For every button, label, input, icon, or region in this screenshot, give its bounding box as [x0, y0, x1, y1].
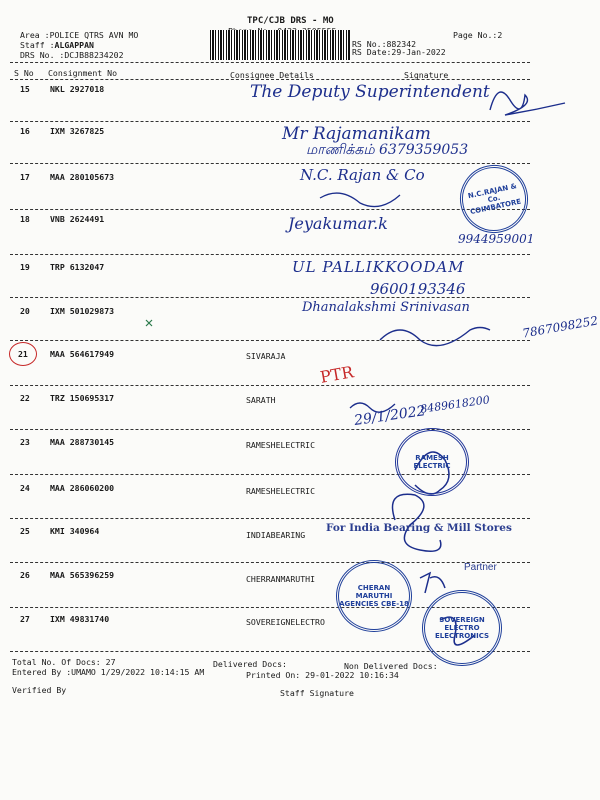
row-19-consignment: TRP 6132047 — [50, 262, 105, 272]
rs-number: RS No.:882342 — [352, 39, 417, 49]
stamp-ramesh-text: RAMESH ELECTRIC — [413, 454, 451, 470]
stamp-india-bearing: For India Bearing & Mill Stores — [326, 522, 512, 534]
delivered-docs: Delivered Docs: — [213, 659, 287, 669]
entered-by: Entered By :UMAMO 1/29/2022 10:14:15 AM — [12, 667, 205, 677]
row-rule — [10, 340, 530, 341]
row-17-sno: 17 — [20, 172, 30, 182]
area-label: Area :POLICE QTRS AVN MO — [20, 30, 139, 40]
signature-r20 — [380, 328, 490, 346]
printed-on: Printed On: 29-01-2022 10:16:34 — [246, 670, 399, 680]
stamp-rajan-text: N.C.RAJAN & Co. COIMBATORE — [467, 182, 522, 217]
row-rule — [10, 429, 530, 430]
row-rule — [10, 518, 530, 519]
row-17-consignment: MAA 280105673 — [50, 172, 115, 182]
row-22-consignee: SARATH — [246, 395, 276, 405]
row-27-consignment: IXM 49831740 — [50, 614, 110, 624]
stamp-ramesh — [395, 428, 469, 496]
handwriting-r19-phone: 9600193346 — [370, 280, 466, 298]
row-22-consignment: TRZ 150695317 — [50, 393, 115, 403]
col-sno: S No — [14, 68, 34, 78]
signature-r26 — [420, 573, 445, 593]
row-rule — [10, 121, 530, 122]
signature-r15 — [490, 92, 565, 115]
stamp-partner: Partner — [464, 562, 497, 573]
row-18-sno: 18 — [20, 214, 30, 224]
handwriting-r20-phone: 7867098252 — [521, 313, 599, 341]
row-24-sno: 24 — [20, 483, 30, 493]
staff-name: ALGAPPAN — [54, 40, 94, 50]
row-24-consignee: RAMESHELECTRIC — [246, 486, 316, 496]
header-top-rule — [10, 62, 530, 63]
barcode — [210, 30, 350, 60]
row-23-sno: 23 — [20, 437, 30, 447]
handwriting-r15: The Deputy Superintendent — [250, 82, 490, 102]
row-19-sno: 19 — [20, 262, 30, 272]
staff-label — [20, 40, 94, 50]
row-20-consignment: IXM 501029873 — [50, 306, 115, 316]
header-bottom-rule — [10, 79, 530, 80]
row-rule — [10, 163, 530, 164]
signature-r17 — [320, 193, 400, 207]
row-23-consignee: RAMESHELECTRIC — [246, 440, 316, 450]
row-26-sno: 26 — [20, 570, 30, 580]
handwriting-r18-name: Jeyakumar.k — [288, 214, 388, 233]
row-15-consignment: NKL 2927018 — [50, 84, 105, 94]
rs-date: RS Date:29-Jan-2022 — [352, 47, 446, 57]
stray-mark — [146, 320, 152, 326]
row-21-consignment: MAA 564617949 — [50, 349, 115, 359]
row-21-consignee: SIVARAJA — [246, 351, 286, 361]
page-number: Page No.:2 — [453, 30, 503, 40]
document-title: TPC/CJB DRS - MO — [247, 16, 334, 26]
handwriting-r19-name: UL PALLIKKOODAM — [292, 258, 465, 276]
row-16-consignment: IXM 3267825 — [50, 126, 105, 136]
drs-number: DRS No. :DCJB88234202 — [20, 50, 124, 60]
row-26-consignee: CHERRANMARUTHI — [246, 574, 316, 584]
non-delivered-docs: Non Delivered Docs: — [344, 661, 438, 671]
row-16-sno: 16 — [20, 126, 30, 136]
col-consignee: Consignee Details — [230, 70, 314, 80]
row-22-sno: 22 — [20, 393, 30, 403]
row-25-sno: 25 — [20, 526, 30, 536]
row-25-consignment: KMI 340964 — [50, 526, 100, 536]
handwriting-r16-name: Mr Rajamanikam — [282, 124, 431, 144]
row-27-sno: 27 — [20, 614, 30, 624]
row-rule — [10, 385, 530, 386]
verified-by: Verified By — [12, 685, 67, 695]
handwriting-r18-phone: 9944959001 — [458, 232, 535, 246]
total-docs: Total No. Of Docs: 27 — [12, 657, 116, 667]
stamp-sovereign — [422, 590, 502, 666]
row-24-consignment: MAA 286060200 — [50, 483, 115, 493]
row-23-consignment: MAA 288730145 — [50, 437, 115, 447]
col-consignment: Consignment No — [48, 68, 118, 78]
row-15-sno: 15 — [20, 84, 30, 94]
row-rule — [10, 254, 530, 255]
stamp-rajan — [454, 159, 535, 240]
handwriting-r22-phone: 8489618200 — [419, 393, 491, 416]
row-rule — [10, 562, 530, 563]
handwriting-r20: Dhanalakshmi Srinivasan — [302, 300, 470, 315]
staff-prefix: Staff : — [20, 40, 55, 50]
handwriting-r21-red: PTR — [318, 362, 355, 387]
col-signature: Signature — [404, 70, 449, 80]
row-26-consignment: MAA 565396259 — [50, 570, 115, 580]
stamp-cheran — [336, 560, 412, 632]
handwriting-r22-date: 29/1/2022 — [353, 403, 427, 429]
handwriting-r16-phone: மாணிக்கம் 6379359053 — [306, 142, 469, 158]
row-18-consignment: VNB 2624491 — [50, 214, 105, 224]
row-21-sno: 21 — [18, 349, 28, 359]
row-25-consignee: INDIABEARING — [246, 530, 306, 540]
handwriting-r17: N.C. Rajan & Co — [300, 166, 425, 184]
stamp-sovereign-text: SOVEREIGN ELECTRO ELECTRONICS — [434, 616, 490, 640]
staff-signature: Staff Signature — [280, 688, 354, 698]
row-rule — [10, 209, 530, 210]
row-20-sno: 20 — [20, 306, 30, 316]
stamp-cheran-text: CHERAN MARUTHI AGENCIES CBE-18 — [339, 584, 409, 608]
row-27-consignee: SOVEREIGNELECTRO — [246, 617, 325, 627]
